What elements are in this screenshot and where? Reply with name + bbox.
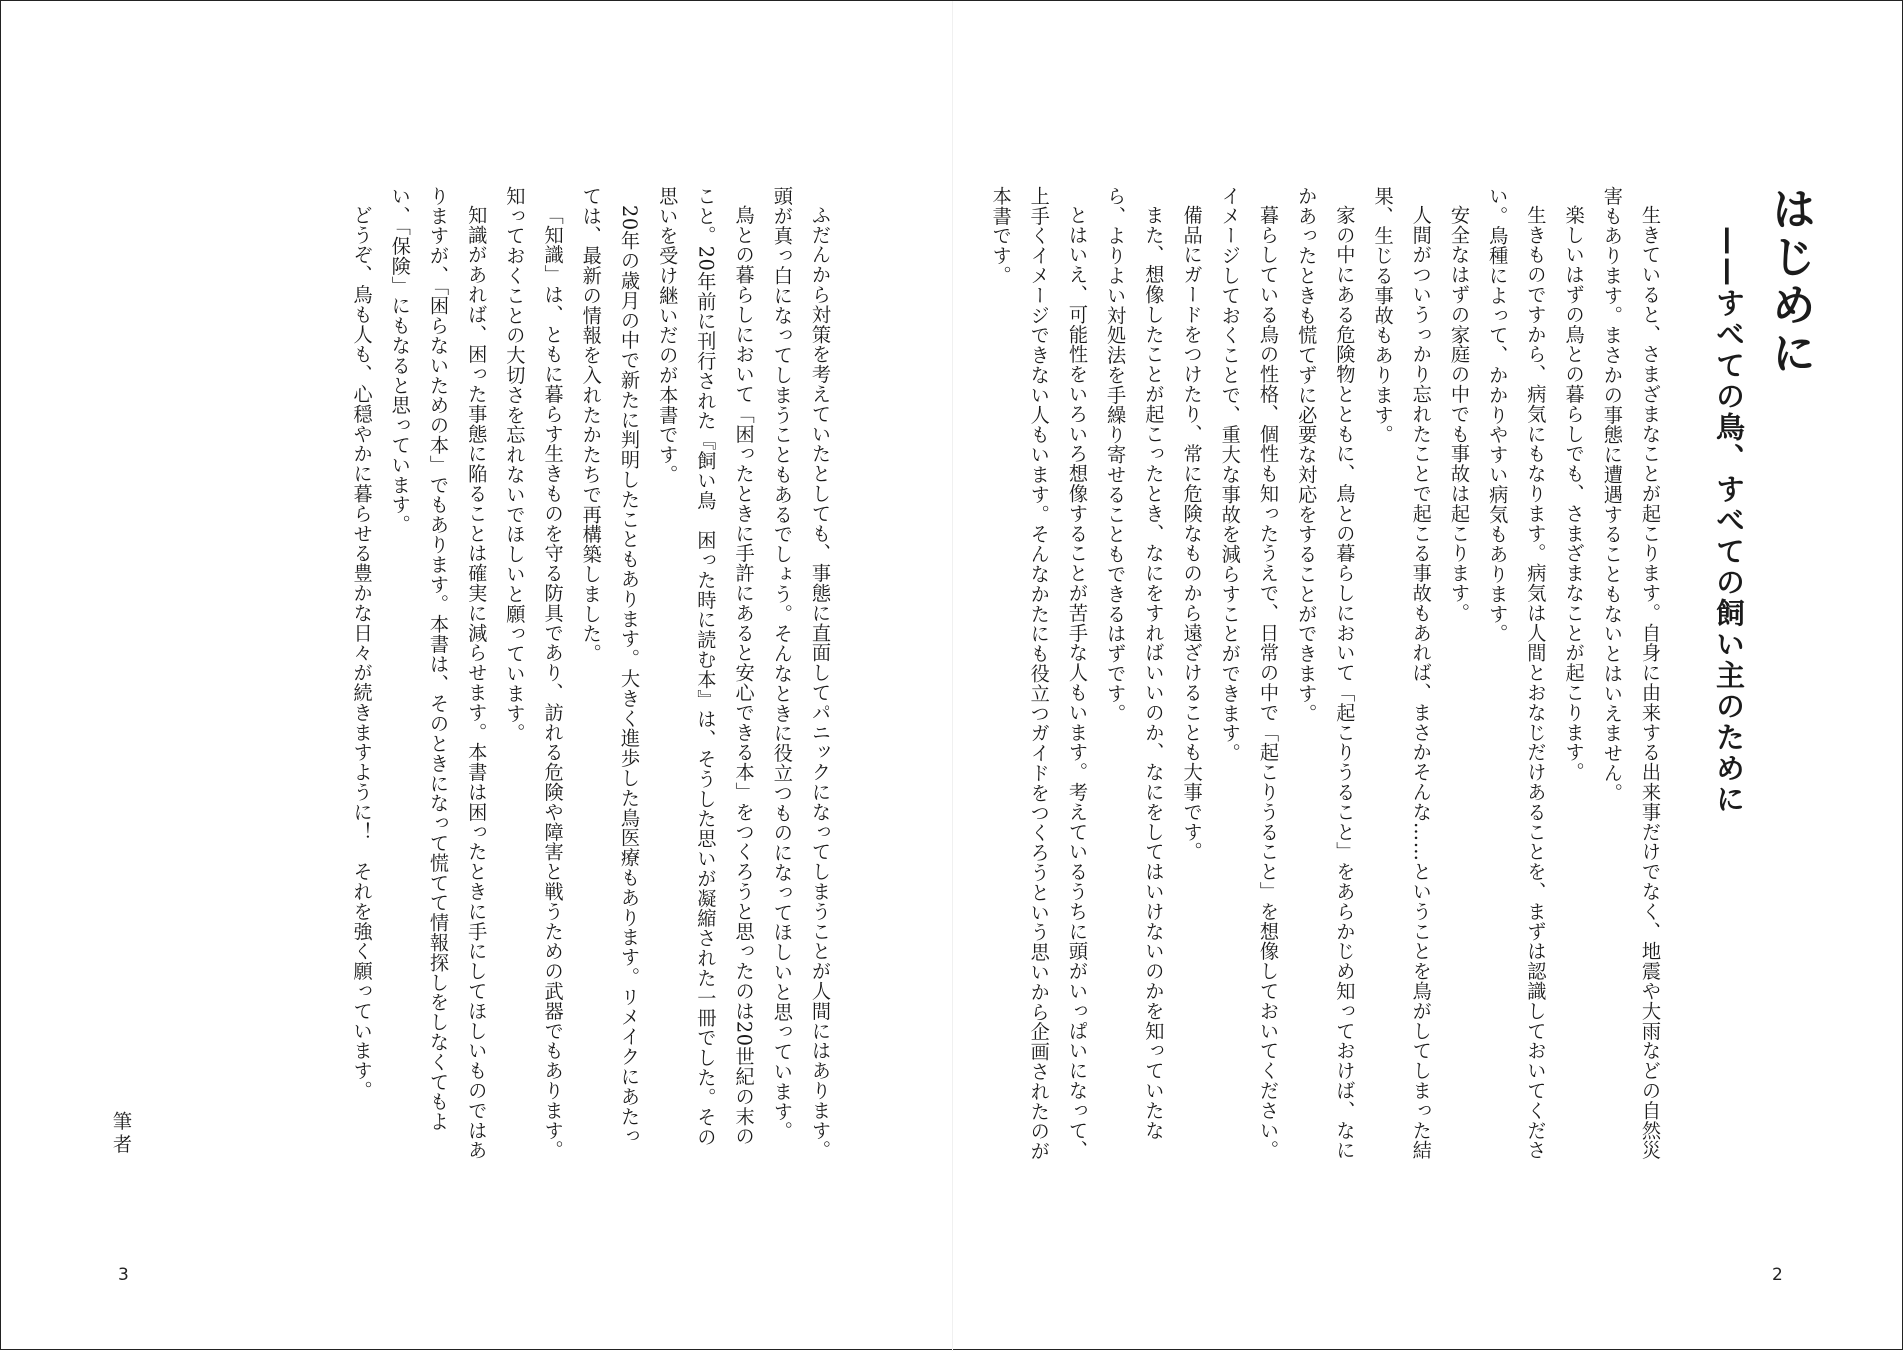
paragraph: 知識があれば、困った事態に陥ることは確実に減らせます。本書は困ったときに手にしてほしいものではありますが、「困らないための本」でもあります。本書は、そのときになって慌てて情報探しをしなくてもよい、「保険」にもなると思っています。 <box>388 186 489 1161</box>
paragraph: 「知識」は、ともに暮らす生きものを守る防具であり、訪れる危険や障害と戦うための武器でもあります。知っておくことの大切さを忘れないでほしいと願っています。 <box>503 186 565 1161</box>
paragraph: 家の中にある危険物とともに、鳥との暮らしにおいて「起こりうること」をあらかじめ知っておけば、なにかあったときも慌てずに必要な対応をすることができます。 <box>1295 186 1357 1161</box>
paragraph: 鳥との暮らしにおいて「困ったときに手許にあると安心できる本」をつくろうと思ったのは20世紀の末のこと。20年前に刊行された『飼い鳥 困った時に読む本』は、そうした思いが凝縮された一冊でした。その思いを受け継いだのが本書です。 <box>656 186 756 1148</box>
page-gutter <box>952 1 953 1351</box>
chapter-title <box>1712 186 1819 946</box>
page-number-right: 2 <box>1772 1265 1783 1285</box>
chapter-subtitle: ——すべての鳥、すべての飼い主のために <box>1712 226 1746 815</box>
paragraph: 生きものですから、病気にもなります。病気は人間とおなじだけあることを、まずは認識しておいてください。鳥種によって、かかりやすい病気もあります。 <box>1486 186 1548 1161</box>
page-number-left: 3 <box>118 1265 129 1285</box>
paragraph: 楽しいはずの鳥との暮らしでも、さまざまなことが起こります。 <box>1562 205 1586 783</box>
paragraph: また、想像したことが起こったとき、なにをすればいいのか、なにをしてはいけないのかを知っていたなら、よりよい対処法を手繰り寄せることもできるはずです。 <box>1104 186 1166 1141</box>
left-page-body <box>189 186 839 1166</box>
paragraph: 生きていると、さまざまなことが起こります。自身に由来する出来事だけでなく、地震や大雨などの自然災害もあります。まさかの事態に遭遇することもないとはいえません。 <box>1600 186 1662 1161</box>
paragraph: 暮らしている鳥の性格、個性も知ったうえで、日常の中で「起こりうること」を想像しておいてください。イメージしておくことで、重大な事故を減らすことができます。 <box>1218 186 1280 1161</box>
paragraph: とはいえ、可能性をいろいろ想像することが苦手な人もいます。考えているうちに頭がいっぱいになって、上手くイメージできない人もいます。そんなかたにも役立つガイドをつくろうという思いから企画されたのが本書です。 <box>989 186 1089 1162</box>
author-signature: 筆者 <box>110 1111 133 1158</box>
paragraph: 安全なはずの家庭の中でも事故は起こります。 <box>1447 205 1471 624</box>
paragraph: どうぞ、鳥も人も、心穏やかに暮らせる豊かな日々が続きますように！ それを強く願っています。 <box>350 205 374 1101</box>
chapter-title-main: はじめに <box>1764 186 1815 378</box>
paragraph: 人間がついうっかり忘れたことで起こる事故もあれば、まさかそんな……ということを鳥がしてしまった結果、生じる事故もあります。 <box>1371 186 1433 1161</box>
right-page-body <box>989 186 1669 1166</box>
paragraph: 20年の歳月の中で新たに判明したこともあります。大きく進歩した鳥医療もあります。リメイクにあたっては、最新の情報を入れたかたちで再構築しました。 <box>579 186 641 1147</box>
paragraph: ふだんから対策を考えていたとしても、事態に直面してパニックになってしまうことが人間にはあります。頭が真っ白になってしまうこともあるでしょう。そんなときに役立つものになってほしいと思っています。 <box>770 186 832 1161</box>
paragraph: 備品にガードをつけたり、常に危険なものから遠ざけることも大事です。 <box>1180 205 1204 862</box>
